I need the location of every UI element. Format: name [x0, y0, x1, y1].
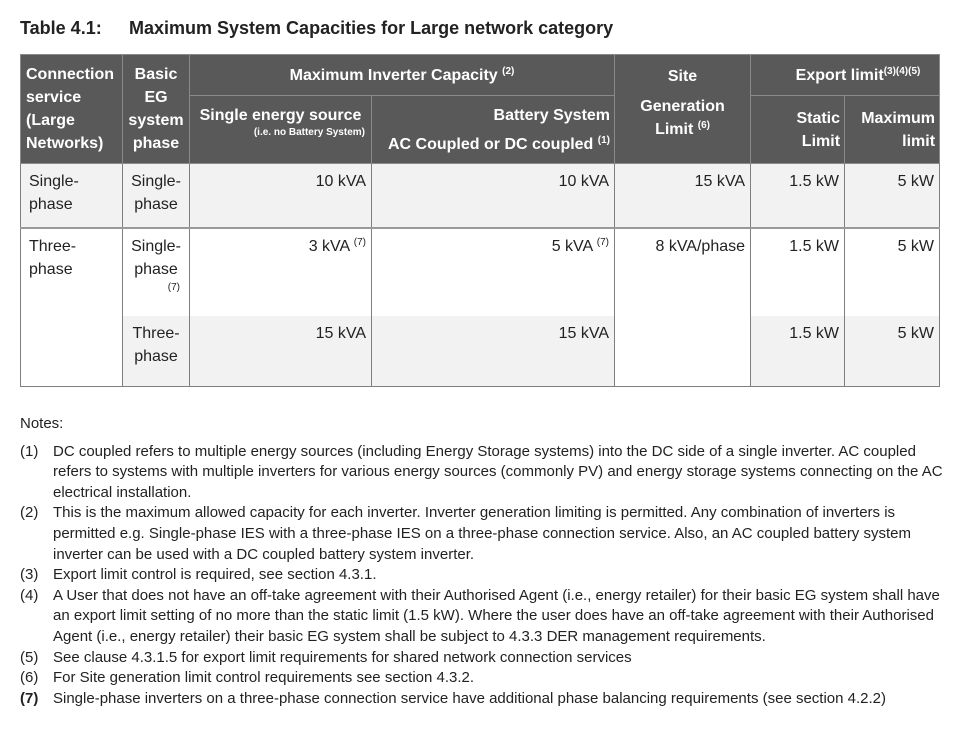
note-item: (1) DC coupled refers to multiple energy sources (including Energy Storage systems) into the DC side of a single inverter. AC coupled refers to systems with multiple inverters for various energy sources (commonly PV) and energy storage systems connecting on the AC electrical installation.: [20, 442, 943, 501]
cell-single-energy: 10 kVA: [190, 164, 372, 228]
note-item: (5) See clause 4.3.1.5 for export limit requirements for shared network connection services: [20, 648, 632, 666]
header-battery-system: Battery System AC Coupled or DC coupled $^{(1)}$: [372, 96, 615, 164]
capacity-table: [20, 54, 940, 387]
table-row: [21, 164, 940, 228]
cell-single-energy: 3 kVA $^{(7)}$: [190, 228, 372, 316]
cell-maximum-limit: 5 kW: [845, 228, 940, 316]
note-item: (4) A User that does not have an off-take agreement with their Authorised Agent (i.e., energy retailer) for their basic EG system shall have an export limit setting of no more than the static limit (1.5 kW). Where the user does have an off-take agreement with their Authorised Agent (i.e., energy retailer) their basic EG system shall be subject to 4.3.3 DER management requirements.: [20, 586, 940, 645]
cell-connection: Single- phase: [21, 164, 123, 228]
cell-site-limit: 8 kVA/phase: [615, 228, 751, 387]
cell-static-limit: 1.5 kW: [751, 228, 845, 316]
cell-site-limit: 15 kVA: [615, 164, 751, 228]
cell-maximum-limit: 5 kW: [845, 164, 940, 228]
table-title: [20, 18, 613, 39]
header-basic-eg-phase: Basic EG system phase: [123, 55, 190, 164]
cell-static-limit: 1.5 kW: [751, 316, 845, 386]
cell-eg-phase: Single- phase: [123, 164, 190, 228]
cell-eg-phase: Three- phase: [123, 316, 190, 386]
table-number: Table 4.1:: [20, 18, 102, 38]
notes-heading: Notes:: [20, 415, 64, 432]
note-item: (3) Export limit control is required, see section 4.3.1.: [20, 566, 377, 584]
note-item: (6) For Site generation limit control requirements see section 4.3.2.: [20, 669, 475, 687]
notes-section: [20, 414, 945, 709]
header-maximum-limit: Maximum limit: [845, 96, 940, 164]
header-connection-service: Connection service (Large Networks): [21, 55, 123, 164]
cell-eg-phase: Single- phase (7): [123, 228, 190, 316]
header-max-inverter-capacity: Maximum Inverter Capacity $^{(2)}$: [190, 55, 615, 96]
header-export-limit: Export limit$^{(3)(4)(5)}$: [751, 55, 940, 96]
header-static-limit: Static Limit: [751, 96, 845, 164]
cell-battery: 5 kVA $^{(7)}$: [372, 228, 615, 316]
header-site-generation-limit: Site Generation Limit $^{(6)}$: [615, 55, 751, 164]
header-single-energy-source: Single energy source (i.e. no Battery System): [190, 96, 372, 164]
cell-connection: Three- phase: [21, 228, 123, 387]
note-item: (7) Single-phase inverters on a three-phase connection service have additional phase balancing requirements (see section 4.2.2): [20, 689, 887, 707]
cell-battery: 10 kVA: [372, 164, 615, 228]
cell-battery: 15 kVA: [372, 316, 615, 386]
table-row: [21, 316, 940, 386]
cell-single-energy: 15 kVA: [190, 316, 372, 386]
note-item: (2) This is the maximum allowed capacity for each inverter. Inverter generation limiting is permitted. Any combination of inverters is permitted e.g. Single-phase IES with a three-phase IES on a three-phase connection service. Also, an AC coupled battery system inverter can be used with a DC coupled battery system inverter.: [20, 504, 911, 563]
table-caption: Maximum System Capacities for Large network category: [129, 18, 614, 38]
cell-static-limit: 1.5 kW: [751, 164, 845, 228]
cell-maximum-limit: 5 kW: [845, 316, 940, 386]
table-row: [21, 228, 940, 316]
